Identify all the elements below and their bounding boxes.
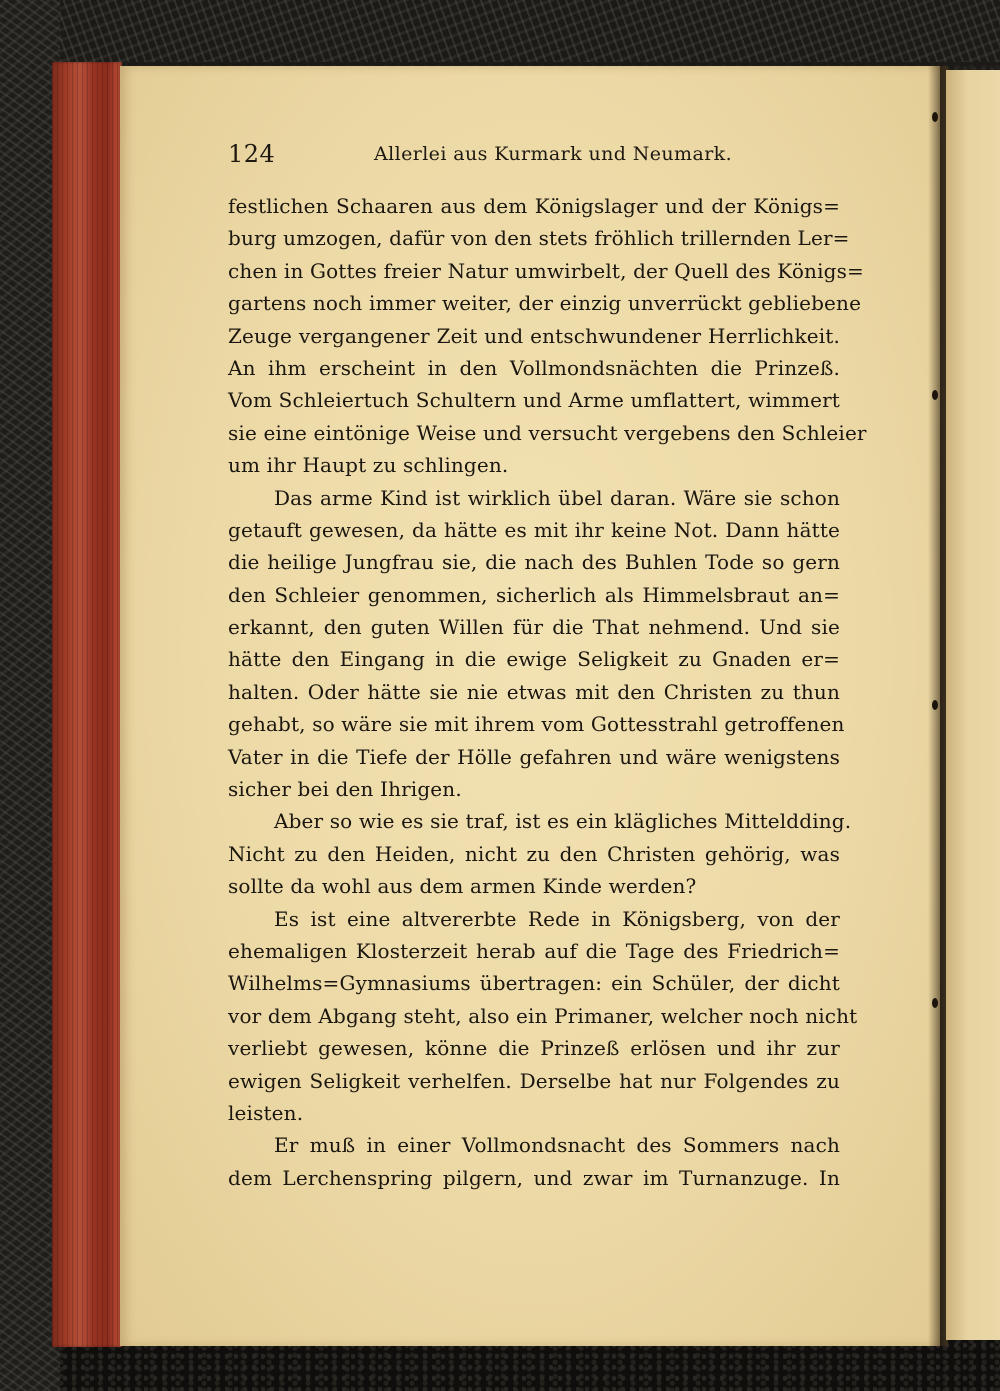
text-line: Nicht zu den Heiden, nicht zu den Christen gehörig, was — [228, 841, 840, 866]
red-page-edges — [52, 62, 122, 1347]
text-line: hätte den Eingang in die ewige Seligkeit zu Gnaden er= — [228, 647, 840, 672]
text-line: erkannt, den guten Willen für die That nehmend. Und sie — [228, 615, 840, 640]
text-line: sollte da wohl aus dem armen Kinde werden? — [228, 874, 697, 899]
text-line: gehabt, so wäre sie mit ihrem vom Gottesstrahl getroffenen — [228, 712, 845, 737]
binding-mark — [932, 700, 938, 710]
text-line: burg umzogen, dafür von den stets fröhlich trillernden Ler= — [228, 226, 850, 251]
text-line: Vater in die Tiefe der Hölle gefahren und wäre wenigstens — [228, 744, 840, 769]
body-text — [228, 190, 867, 1194]
text-line: dem Lerchenspring pilgern, und zwar im Turnanzuge. In — [228, 1165, 840, 1190]
running-title: Allerlei aus Kurmark und Neumark. — [374, 143, 733, 165]
text-line: festlichen Schaaren aus dem Königslager und der Königs= — [228, 194, 840, 218]
text-line: An ihm erscheint in den Vollmondsnächten die Prinzeß. — [228, 355, 840, 380]
binding-mark — [932, 112, 938, 122]
binding-mark — [932, 390, 938, 400]
text-line: gartens noch immer weiter, der einzig unverrückt gebliebene — [228, 291, 862, 316]
text-line: halten. Oder hätte sie nie etwas mit den Christen zu thun — [228, 679, 840, 704]
text-line: Er muß in einer Vollmondsnacht des Sommers nach — [274, 1133, 840, 1158]
text-line: Es ist eine altvererbte Rede in Königsberg, von der — [274, 906, 840, 931]
text-line: den Schleier genommen, sicherlich als Himmelsbraut an= — [228, 582, 840, 607]
facing-page-edge — [946, 70, 1000, 1340]
book-cover-left — [0, 0, 60, 1391]
text-line: die heilige Jungfrau sie, die nach des Buhlen Tode so gern — [228, 550, 840, 575]
text-line: vor dem Abgang steht, also ein Primaner, welcher noch nicht — [228, 1003, 858, 1028]
page-header — [228, 140, 840, 174]
text-line: verliebt gewesen, könne die Prinzeß erlösen und ihr zur — [228, 1036, 840, 1061]
text-line: um ihr Haupt zu schlingen. — [228, 453, 509, 478]
text-line: getauft gewesen, da hätte es mit ihr keine Not. Dann hätte — [228, 517, 840, 542]
text-line: sicher bei den Ihrigen. — [228, 777, 462, 802]
book-cover-top — [0, 0, 1000, 62]
text-line: ehemaligen Klosterzeit herab auf die Tage des Friedrich= — [228, 938, 840, 963]
text-line: chen in Gottes freier Natur umwirbelt, der Quell des Königs= — [228, 258, 864, 283]
text-line: sie eine eintönige Weise und versucht vergebens den Schleier — [228, 420, 867, 445]
text-line: Vom Schleiertuch Schultern und Arme umflattert, wimmert — [228, 388, 840, 413]
book-gutter — [928, 66, 948, 1346]
text-line: Aber so wie es sie traf, ist es ein klägliches Mitteldding. — [274, 809, 852, 834]
text-line: Wilhelms=Gymnasiums übertragen: ein Schüler, der dicht — [228, 971, 840, 996]
text-line: Das arme Kind ist wirklich übel daran. Wäre sie schon — [274, 485, 840, 510]
page-number: 124 — [228, 140, 276, 168]
text-line: ewigen Seligkeit verhelfen. Derselbe hat nur Folgendes zu — [228, 1068, 840, 1093]
text-line: leisten. — [228, 1100, 304, 1125]
text-line: Zeuge vergangener Zeit und entschwundener Herrlichkeit. — [228, 323, 840, 348]
binding-mark — [932, 998, 938, 1008]
